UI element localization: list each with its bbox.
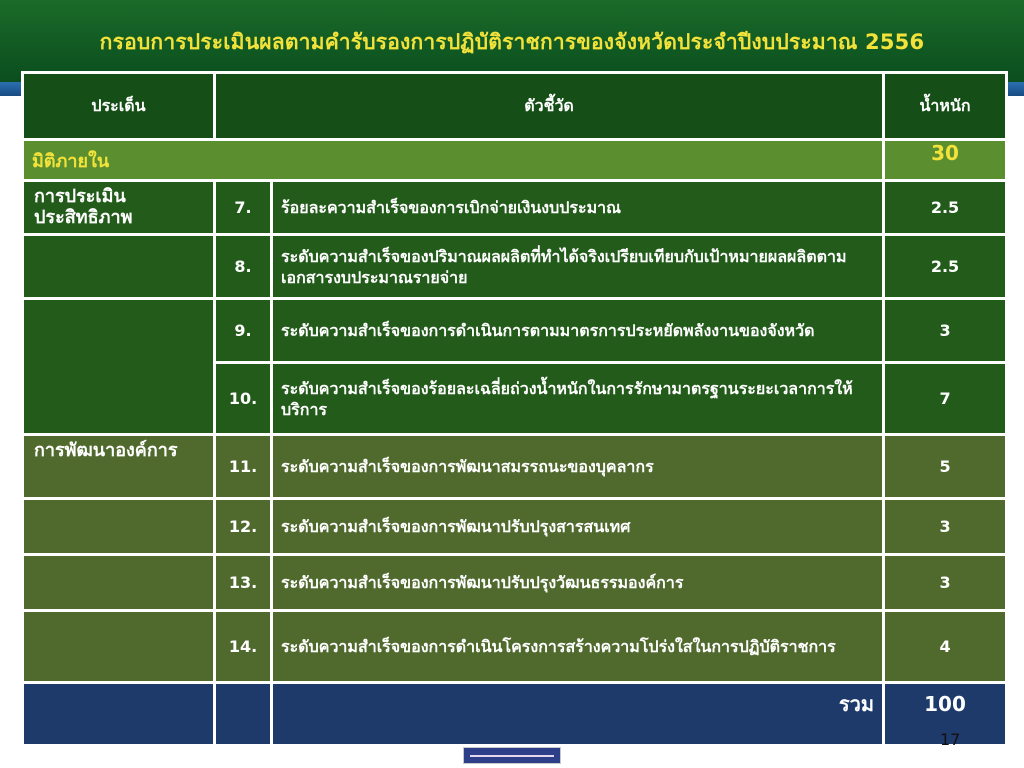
- table-row: [23, 611, 1007, 683]
- header-weight: น้ำหนัก: [884, 73, 1007, 140]
- table-header-row: [23, 73, 1007, 140]
- indicator-weight: 5: [884, 435, 1007, 499]
- table-row: [23, 555, 1007, 611]
- page-number: 17: [940, 730, 961, 749]
- row-number: 8.: [215, 235, 272, 299]
- issue-empty-cell: [23, 235, 215, 299]
- dimension-label: มิติภายใน: [23, 140, 884, 181]
- row-number: 13.: [215, 555, 272, 611]
- dimension-row: [23, 140, 1007, 181]
- table-row: [23, 235, 1007, 299]
- indicator-text: ระดับความสำเร็จของปริมาณผลผลิตที่ทำได้จริงเปรียบเทียบกับเป้าหมายผลผลิตตามเอกสารงบประมาณรายจ่าย: [272, 235, 884, 299]
- table-row: [23, 181, 1007, 235]
- row-number: 14.: [215, 611, 272, 683]
- table-row: [23, 435, 1007, 499]
- footer-logo: [463, 747, 561, 764]
- dimension-weight: 30: [884, 140, 1007, 181]
- issue-empty-cell: [23, 499, 215, 555]
- table-row: [23, 499, 1007, 555]
- row-number: 9.: [215, 299, 272, 363]
- indicator-weight: 4: [884, 611, 1007, 683]
- indicator-weight: 2.5: [884, 181, 1007, 235]
- indicator-text: ระดับความสำเร็จของการพัฒนาปรับปรุงสารสนเทศ: [272, 499, 884, 555]
- footer-logo-text-line: [470, 755, 554, 757]
- indicator-text: ระดับความสำเร็จของการพัฒนาปรับปรุงวัฒนธรรมองค์การ: [272, 555, 884, 611]
- header-issue: ประเด็น: [23, 73, 215, 140]
- table-row: [23, 299, 1007, 363]
- indicator-text: ระดับความสำเร็จของการดำเนินการตามมาตรการประหยัดพลังงานของจังหวัด: [272, 299, 884, 363]
- indicator-weight: 3: [884, 499, 1007, 555]
- row-number: 12.: [215, 499, 272, 555]
- total-row: [23, 683, 1007, 746]
- row-number: 10.: [215, 363, 272, 435]
- indicator-text: ร้อยละความสำเร็จของการเบิกจ่ายเงินงบประมาณ: [272, 181, 884, 235]
- total-empty-cell: [215, 683, 272, 746]
- indicator-text: ระดับความสำเร็จของการดำเนินโครงการสร้างความโปร่งใสในการปฏิบัติราชการ: [272, 611, 884, 683]
- issue-empty-cell: [23, 611, 215, 683]
- indicator-text: ระดับความสำเร็จของการพัฒนาสมรรถนะของบุคลากร: [272, 435, 884, 499]
- indicator-weight: 2.5: [884, 235, 1007, 299]
- total-label: รวม: [272, 683, 884, 746]
- header-indicator: ตัวชี้วัด: [215, 73, 884, 140]
- row-number: 7.: [215, 181, 272, 235]
- indicator-text: ระดับความสำเร็จของร้อยละเฉลี่ยถ่วงน้ำหนักในการรักษามาตรฐานระยะเวลาการให้บริการ: [272, 363, 884, 435]
- issue-org-development: การพัฒนาองค์การ: [23, 435, 215, 499]
- evaluation-table: [21, 71, 1008, 747]
- total-empty-cell: [23, 683, 215, 746]
- issue-efficiency: การประเมินประสิทธิภาพ: [23, 181, 215, 235]
- indicator-weight: 3: [884, 555, 1007, 611]
- indicator-weight: 7: [884, 363, 1007, 435]
- row-number: 11.: [215, 435, 272, 499]
- indicator-weight: 3: [884, 299, 1007, 363]
- slide-title: กรอบการประเมินผลตามคำรับรองการปฏิบัติราชการของจังหวัดประจำปีงบประมาณ 2556: [99, 30, 925, 54]
- issue-empty-cell: [23, 555, 215, 611]
- total-value: 100: [884, 683, 1007, 746]
- issue-empty-cell: [23, 299, 215, 435]
